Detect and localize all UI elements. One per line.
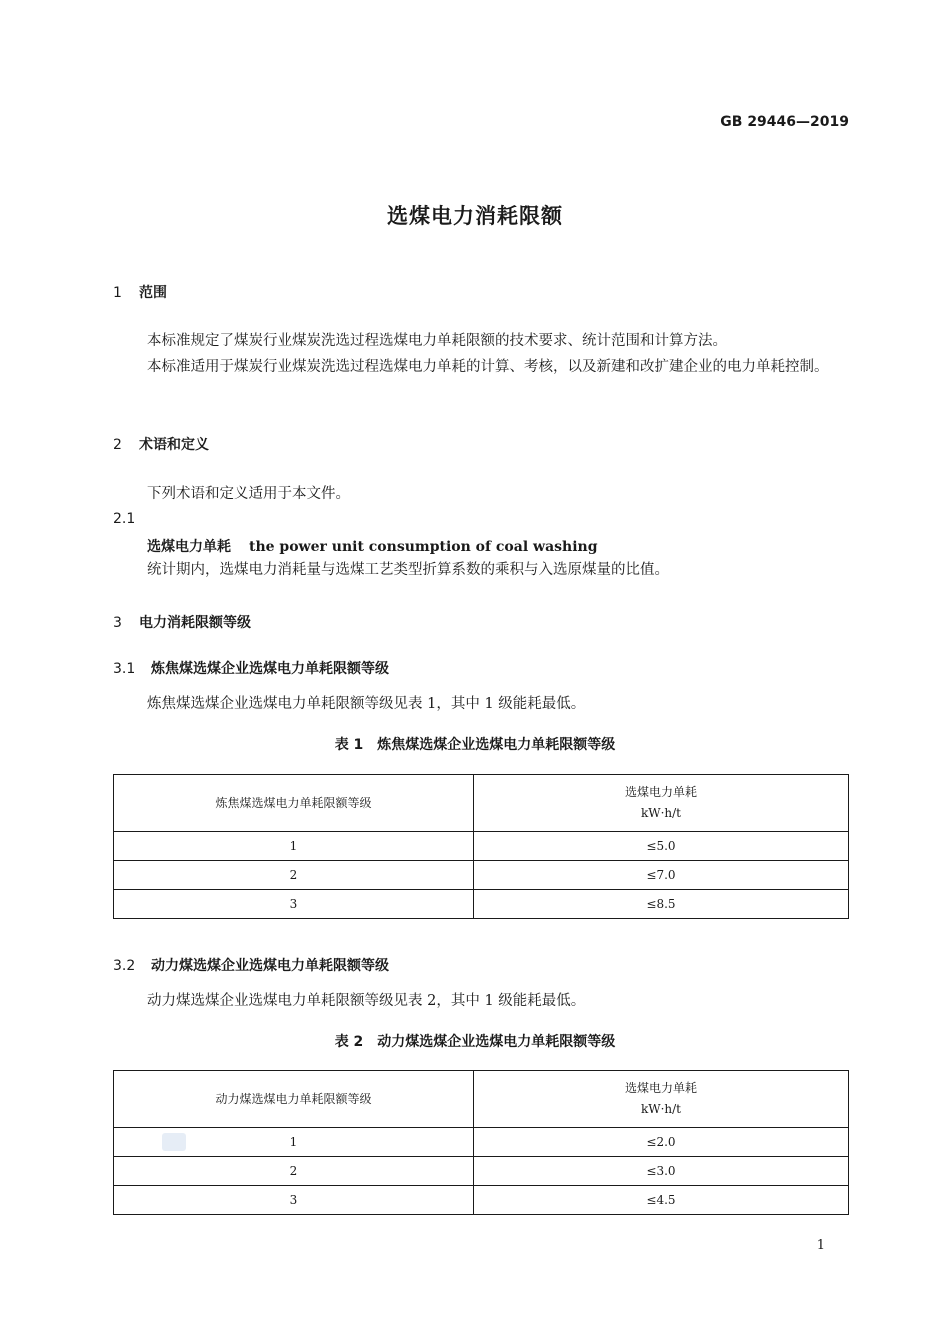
standard-code: GB 29446—2019 <box>720 114 849 130</box>
table-header-row <box>114 1071 849 1128</box>
term-entry <box>147 536 598 556</box>
table-header-row <box>114 775 849 832</box>
column-header-grade: 炼焦煤选煤电力单耗限额等级 <box>114 775 474 832</box>
value-cell: ≤4.5 <box>474 1186 849 1215</box>
grade-cell: 3 <box>114 890 474 919</box>
section-1-paragraph-2: 本标准适用于煤炭行业煤炭洗选过程选煤电力单耗的计算、考核，以及新建和改扩建企业的电力单耗控制。 <box>147 359 829 375</box>
document-title: 选煤电力消耗限额 <box>387 204 563 228</box>
column-header-grade: 动力煤选煤电力单耗限额等级 <box>114 1071 474 1128</box>
grade-cell: 3 <box>114 1186 474 1215</box>
value-cell: ≤2.0 <box>474 1128 849 1157</box>
table-1-caption: 表 1 炼焦煤选煤企业选煤电力单耗限额等级 <box>334 737 616 753</box>
section-title: 动力煤选煤企业选煤电力单耗限额等级 <box>151 958 389 974</box>
header-line-1: 选煤电力单耗 <box>624 1081 697 1095</box>
subsection-3-2-paragraph: 动力煤选煤企业选煤电力单耗限额等级见表 2，其中 1 级能耗最低。 <box>147 993 586 1009</box>
table-2 <box>113 1070 849 1215</box>
subsection-3-1-heading <box>113 658 389 678</box>
header-unit: kW·h/t <box>640 1102 681 1116</box>
section-number: 2 <box>113 437 122 453</box>
section-3-heading <box>113 612 251 632</box>
table-1 <box>113 774 849 919</box>
section-number: 3.2 <box>113 958 136 974</box>
value-cell: ≤7.0 <box>474 861 849 890</box>
grade-cell: 2 <box>114 1157 474 1186</box>
column-header-consumption <box>474 1071 849 1128</box>
table-2-caption: 表 2 动力煤选煤企业选煤电力单耗限额等级 <box>334 1034 616 1050</box>
grade-cell: 1 <box>114 832 474 861</box>
page-number: 1 <box>816 1238 825 1253</box>
section-title: 范围 <box>139 285 167 301</box>
section-number: 1 <box>113 285 122 301</box>
column-header-consumption <box>474 775 849 832</box>
value-cell: ≤8.5 <box>474 890 849 919</box>
grade-cell: 1 <box>114 1128 474 1157</box>
watermark-logo <box>162 1133 186 1151</box>
section-1-heading <box>113 282 167 302</box>
value-cell: ≤5.0 <box>474 832 849 861</box>
section-1-paragraph-1: 本标准规定了煤炭行业煤炭洗选过程选煤电力单耗限额的技术要求、统计范围和计算方法。 <box>147 333 727 349</box>
section-title: 炼焦煤选煤企业选煤电力单耗限额等级 <box>151 661 389 677</box>
term-definition: 统计期内，选煤电力消耗量与选煤工艺类型折算系数的乘积与入选原煤量的比值。 <box>147 562 669 578</box>
section-number: 3.1 <box>113 661 136 677</box>
subsection-2-1-number: 2.1 <box>113 511 136 527</box>
section-2-paragraph-1: 下列术语和定义适用于本文件。 <box>147 486 350 502</box>
table-row <box>114 1186 849 1215</box>
term-chinese: 选煤电力单耗 <box>147 539 231 555</box>
table-row <box>114 861 849 890</box>
subsection-3-2-heading <box>113 955 389 975</box>
table-row <box>114 890 849 919</box>
header-line-1: 选煤电力单耗 <box>624 785 697 799</box>
table-row <box>114 1128 849 1157</box>
section-title: 术语和定义 <box>139 437 209 453</box>
grade-cell: 2 <box>114 861 474 890</box>
value-cell: ≤3.0 <box>474 1157 849 1186</box>
table-row <box>114 1157 849 1186</box>
section-number: 3 <box>113 615 122 631</box>
term-english: the power unit consumption of coal washing <box>249 539 598 555</box>
section-2-heading <box>113 434 209 454</box>
section-title: 电力消耗限额等级 <box>139 615 251 631</box>
table-row <box>114 832 849 861</box>
header-unit: kW·h/t <box>640 806 681 820</box>
subsection-3-1-paragraph: 炼焦煤选煤企业选煤电力单耗限额等级见表 1，其中 1 级能耗最低。 <box>147 696 586 712</box>
